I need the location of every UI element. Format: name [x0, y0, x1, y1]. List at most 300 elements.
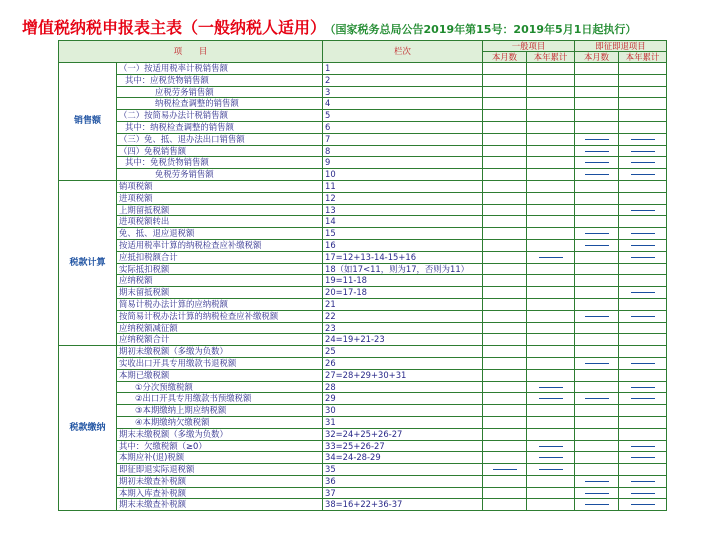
item-label: 销项税额: [117, 180, 323, 192]
item-label: ④本期缴纳欠缴税额: [117, 416, 323, 428]
item-label: 进项税额: [117, 192, 323, 204]
general-month-cell[interactable]: [483, 369, 527, 381]
item-label: ③本期缴纳上期应纳税额: [117, 405, 323, 417]
general-year-cell: [527, 464, 575, 476]
general-month-cell[interactable]: [483, 180, 527, 192]
immediate-year-cell: [619, 452, 667, 464]
general-month-cell[interactable]: [483, 239, 527, 251]
immediate-month-cell[interactable]: [575, 98, 619, 110]
table-row: [59, 287, 667, 299]
immediate-year-cell[interactable]: [619, 216, 667, 228]
table-row: [59, 381, 667, 393]
table-row: [59, 464, 667, 476]
table-row: [59, 216, 667, 228]
item-label: 简易计税办法计算的应纳税额: [117, 298, 323, 310]
immediate-year-cell: [619, 239, 667, 251]
item-label: （一）按适用税率计税销售额: [117, 63, 323, 75]
page-subtitle: （国家税务总局公告2019年第15号：2019年5月1日起执行）: [330, 23, 637, 36]
item-label: 期末未缴查补税额: [117, 499, 323, 511]
table-row: [59, 275, 667, 287]
general-year-cell: [527, 393, 575, 405]
column-number: 24=19+21-23: [323, 334, 483, 346]
general-year-cell[interactable]: [527, 98, 575, 110]
column-number: 19=11-18: [323, 275, 483, 287]
general-year-cell[interactable]: [527, 145, 575, 157]
column-number: 36: [323, 475, 483, 487]
not-applicable-dash: [631, 481, 655, 482]
general-month-cell[interactable]: [483, 121, 527, 133]
table-row: [59, 346, 667, 358]
immediate-year-cell: [619, 228, 667, 240]
not-applicable-dash: [585, 151, 609, 152]
immediate-year-cell[interactable]: [619, 192, 667, 204]
header-general: 一般项目: [483, 41, 575, 52]
general-month-cell[interactable]: [483, 287, 527, 299]
column-number: 33=25+26-27: [323, 440, 483, 452]
immediate-month-cell: [575, 133, 619, 145]
not-applicable-dash: [585, 233, 609, 234]
not-applicable-dash: [585, 363, 609, 364]
column-number: 18（如17<11，则为17，否则为11）: [323, 263, 483, 275]
table-row: [59, 416, 667, 428]
immediate-month-cell[interactable]: [575, 63, 619, 75]
immediate-month-cell[interactable]: [575, 251, 619, 263]
general-year-cell[interactable]: [527, 428, 575, 440]
column-number: 29: [323, 393, 483, 405]
general-month-cell[interactable]: [483, 74, 527, 86]
immediate-year-cell[interactable]: [619, 405, 667, 417]
item-label: 即征即退实际退税额: [117, 464, 323, 476]
immediate-year-cell: [619, 475, 667, 487]
general-year-cell[interactable]: [527, 63, 575, 75]
table-row: [59, 157, 667, 169]
general-year-cell[interactable]: [527, 475, 575, 487]
table-row: [59, 192, 667, 204]
item-label: 应税劳务销售额: [117, 86, 323, 98]
general-year-cell[interactable]: [527, 239, 575, 251]
item-label: 其中：免税货物销售额: [117, 157, 323, 169]
immediate-month-cell[interactable]: [575, 86, 619, 98]
general-year-cell[interactable]: [527, 499, 575, 511]
not-applicable-dash: [631, 233, 655, 234]
section-label: 销售额: [59, 63, 117, 181]
item-label: 按简易计税办法计算的纳税检查应补缴税额: [117, 310, 323, 322]
table-row: [59, 298, 667, 310]
general-year-cell[interactable]: [527, 298, 575, 310]
table-row: [59, 121, 667, 133]
immediate-year-cell: [619, 499, 667, 511]
general-year-cell[interactable]: [527, 405, 575, 417]
table-row: [59, 251, 667, 263]
immediate-year-cell[interactable]: [619, 98, 667, 110]
general-month-cell[interactable]: [483, 204, 527, 216]
immediate-year-cell[interactable]: [619, 180, 667, 192]
general-month-cell[interactable]: [483, 216, 527, 228]
column-number: 3: [323, 86, 483, 98]
general-month-cell[interactable]: [483, 63, 527, 75]
item-label: 实际抵扣税额: [117, 263, 323, 275]
general-year-cell[interactable]: [527, 487, 575, 499]
header-column: 栏次: [323, 41, 483, 63]
table-row: [59, 74, 667, 86]
item-label: 期初未缴税额（多缴为负数）: [117, 346, 323, 358]
general-year-cell[interactable]: [527, 169, 575, 181]
column-number: 31: [323, 416, 483, 428]
general-month-cell[interactable]: [483, 192, 527, 204]
header-immediate: 即征即退项目: [575, 41, 667, 52]
column-number: 1: [323, 63, 483, 75]
immediate-year-cell[interactable]: [619, 322, 667, 334]
header-item: 项 目: [59, 41, 323, 63]
general-month-cell[interactable]: [483, 452, 527, 464]
immediate-month-cell[interactable]: [575, 110, 619, 122]
immediate-month-cell: [575, 499, 619, 511]
not-applicable-dash: [539, 387, 563, 388]
immediate-month-cell: [575, 169, 619, 181]
not-applicable-dash: [585, 245, 609, 246]
table-row: [59, 310, 667, 322]
immediate-year-cell[interactable]: [619, 63, 667, 75]
item-label: 本期入库查补税额: [117, 487, 323, 499]
item-label: 其中：应税货物销售额: [117, 74, 323, 86]
general-month-cell[interactable]: [483, 86, 527, 98]
table-row: [59, 369, 667, 381]
immediate-month-cell[interactable]: [575, 298, 619, 310]
general-year-cell[interactable]: [527, 110, 575, 122]
general-year-cell[interactable]: [527, 180, 575, 192]
item-label: 其中：纳税检查调整的销售额: [117, 121, 323, 133]
general-month-cell[interactable]: [483, 440, 527, 452]
general-year-cell[interactable]: [527, 334, 575, 346]
general-year-cell[interactable]: [527, 416, 575, 428]
immediate-month-cell[interactable]: [575, 334, 619, 346]
item-label: （三）免、抵、退办法出口销售额: [117, 133, 323, 145]
column-number: 28: [323, 381, 483, 393]
general-year-cell[interactable]: [527, 192, 575, 204]
item-label: 进项税额转出: [117, 216, 323, 228]
item-label: 期末未缴税额（多缴为负数）: [117, 428, 323, 440]
general-month-cell[interactable]: [483, 133, 527, 145]
immediate-month-cell[interactable]: [575, 452, 619, 464]
general-month-cell[interactable]: [483, 310, 527, 322]
immediate-year-cell: [619, 169, 667, 181]
not-applicable-dash: [585, 493, 609, 494]
immediate-month-cell[interactable]: [575, 216, 619, 228]
general-year-cell[interactable]: [527, 86, 575, 98]
item-label: 免、抵、退应退税额: [117, 228, 323, 240]
general-month-cell[interactable]: [483, 169, 527, 181]
table-row: [59, 63, 667, 75]
not-applicable-dash: [631, 245, 655, 246]
general-month-cell[interactable]: [483, 157, 527, 169]
item-label: 期末留抵税额: [117, 287, 323, 299]
section-label: 税款计算: [59, 180, 117, 345]
table-row: [59, 145, 667, 157]
header-general-year: 本年累计: [527, 52, 575, 63]
not-applicable-dash: [585, 504, 609, 505]
table-row: [59, 98, 667, 110]
table-row: [59, 487, 667, 499]
immediate-year-cell: [619, 357, 667, 369]
table-row: [59, 475, 667, 487]
table-row: [59, 428, 667, 440]
general-year-cell: [527, 452, 575, 464]
immediate-month-cell[interactable]: [575, 416, 619, 428]
column-number: 14: [323, 216, 483, 228]
general-month-cell[interactable]: [483, 322, 527, 334]
immediate-month-cell[interactable]: [575, 180, 619, 192]
general-month-cell[interactable]: [483, 405, 527, 417]
general-year-cell[interactable]: [527, 74, 575, 86]
item-label: 按适用税率计算的纳税检查应补缴税额: [117, 239, 323, 251]
general-month-cell: [483, 464, 527, 476]
immediate-year-cell[interactable]: [619, 121, 667, 133]
general-month-cell[interactable]: [483, 263, 527, 275]
general-year-cell: [527, 251, 575, 263]
immediate-month-cell: [575, 145, 619, 157]
not-applicable-dash: [631, 316, 655, 317]
immediate-month-cell[interactable]: [575, 369, 619, 381]
general-year-cell[interactable]: [527, 216, 575, 228]
table-row: [59, 452, 667, 464]
item-label: （二）按简易办法计税销售额: [117, 110, 323, 122]
general-month-cell[interactable]: [483, 275, 527, 287]
general-year-cell[interactable]: [527, 133, 575, 145]
general-year-cell[interactable]: [527, 121, 575, 133]
general-month-cell[interactable]: [483, 357, 527, 369]
immediate-month-cell: [575, 157, 619, 169]
item-label: 实收出口开具专用缴款书退税额: [117, 357, 323, 369]
immediate-year-cell: [619, 487, 667, 499]
general-year-cell[interactable]: [527, 275, 575, 287]
immediate-month-cell: [575, 393, 619, 405]
general-month-cell[interactable]: [483, 145, 527, 157]
immediate-year-cell[interactable]: [619, 86, 667, 98]
table-row: [59, 239, 667, 251]
immediate-year-cell: [619, 287, 667, 299]
immediate-year-cell: [619, 440, 667, 452]
item-label: 免税劳务销售额: [117, 169, 323, 181]
immediate-year-cell: [619, 393, 667, 405]
column-number: 22: [323, 310, 483, 322]
general-year-cell[interactable]: [527, 310, 575, 322]
general-month-cell[interactable]: [483, 499, 527, 511]
table-row: [59, 110, 667, 122]
immediate-month-cell[interactable]: [575, 204, 619, 216]
immediate-year-cell[interactable]: [619, 416, 667, 428]
column-number: 17=12+13-14-15+16: [323, 251, 483, 263]
general-month-cell[interactable]: [483, 381, 527, 393]
general-year-cell[interactable]: [527, 157, 575, 169]
table-row: [59, 86, 667, 98]
immediate-year-cell[interactable]: [619, 334, 667, 346]
not-applicable-dash: [631, 292, 655, 293]
table-row: [59, 228, 667, 240]
immediate-year-cell[interactable]: [619, 428, 667, 440]
immediate-year-cell[interactable]: [619, 369, 667, 381]
not-applicable-dash: [631, 398, 655, 399]
item-label: 应纳税额减征额: [117, 322, 323, 334]
column-number: 34=24-28-29: [323, 452, 483, 464]
not-applicable-dash: [585, 162, 609, 163]
general-month-cell[interactable]: [483, 98, 527, 110]
not-applicable-dash: [631, 210, 655, 211]
not-applicable-dash: [585, 139, 609, 140]
not-applicable-dash: [631, 363, 655, 364]
column-number: 23: [323, 322, 483, 334]
header-general-month: 本月数: [483, 52, 527, 63]
immediate-month-cell: [575, 357, 619, 369]
table-row: [59, 204, 667, 216]
immediate-month-cell[interactable]: [575, 74, 619, 86]
general-month-cell[interactable]: [483, 334, 527, 346]
not-applicable-dash: [585, 481, 609, 482]
general-year-cell[interactable]: [527, 346, 575, 358]
immediate-year-cell[interactable]: [619, 346, 667, 358]
table-row: [59, 499, 667, 511]
header-immediate-month: 本月数: [575, 52, 619, 63]
column-number: 12: [323, 192, 483, 204]
not-applicable-dash: [631, 139, 655, 140]
general-month-cell[interactable]: [483, 298, 527, 310]
general-month-cell[interactable]: [483, 428, 527, 440]
not-applicable-dash: [539, 257, 563, 258]
immediate-year-cell: [619, 204, 667, 216]
immediate-month-cell[interactable]: [575, 381, 619, 393]
item-label: 应抵扣税额合计: [117, 251, 323, 263]
item-label: 上期留抵税额: [117, 204, 323, 216]
general-month-cell[interactable]: [483, 346, 527, 358]
item-label: ①分次预缴税额: [117, 381, 323, 393]
general-year-cell[interactable]: [527, 263, 575, 275]
section-label: 税款缴纳: [59, 346, 117, 511]
column-number: 37: [323, 487, 483, 499]
immediate-year-cell: [619, 381, 667, 393]
immediate-year-cell[interactable]: [619, 74, 667, 86]
immediate-month-cell: [575, 487, 619, 499]
immediate-year-cell[interactable]: [619, 464, 667, 476]
item-label: 本期已缴税额: [117, 369, 323, 381]
table-row: [59, 180, 667, 192]
not-applicable-dash: [539, 398, 563, 399]
column-number: 8: [323, 145, 483, 157]
immediate-year-cell[interactable]: [619, 263, 667, 275]
item-label: 应纳税额合计: [117, 334, 323, 346]
immediate-month-cell[interactable]: [575, 275, 619, 287]
general-year-cell: [527, 440, 575, 452]
table-body: [59, 63, 667, 511]
immediate-month-cell[interactable]: [575, 121, 619, 133]
not-applicable-dash: [631, 387, 655, 388]
item-label: 本期应补(退)税额: [117, 452, 323, 464]
column-number: 4: [323, 98, 483, 110]
column-number: 11: [323, 180, 483, 192]
general-year-cell[interactable]: [527, 322, 575, 334]
column-number: 38=16+22+36-37: [323, 499, 483, 511]
not-applicable-dash: [631, 457, 655, 458]
column-number: 5: [323, 110, 483, 122]
immediate-month-cell[interactable]: [575, 440, 619, 452]
not-applicable-dash: [631, 446, 655, 447]
immediate-month-cell[interactable]: [575, 263, 619, 275]
table-row: [59, 133, 667, 145]
general-month-cell[interactable]: [483, 393, 527, 405]
immediate-month-cell[interactable]: [575, 346, 619, 358]
not-applicable-dash: [631, 151, 655, 152]
not-applicable-dash: [631, 257, 655, 258]
immediate-year-cell: [619, 145, 667, 157]
not-applicable-dash: [631, 504, 655, 505]
general-year-cell[interactable]: [527, 228, 575, 240]
general-month-cell[interactable]: [483, 110, 527, 122]
immediate-year-cell: [619, 251, 667, 263]
table-row: [59, 263, 667, 275]
table-row: [59, 357, 667, 369]
column-number: 15: [323, 228, 483, 240]
table-row: [59, 393, 667, 405]
column-number: 13: [323, 204, 483, 216]
column-number: 6: [323, 121, 483, 133]
not-applicable-dash: [585, 398, 609, 399]
immediate-month-cell[interactable]: [575, 405, 619, 417]
column-number: 20=17-18: [323, 287, 483, 299]
not-applicable-dash: [493, 469, 517, 470]
general-year-cell[interactable]: [527, 357, 575, 369]
tax-return-table: [58, 40, 667, 511]
immediate-month-cell[interactable]: [575, 322, 619, 334]
column-number: 30: [323, 405, 483, 417]
immediate-month-cell[interactable]: [575, 287, 619, 299]
immediate-month-cell: [575, 239, 619, 251]
column-number: 7: [323, 133, 483, 145]
immediate-year-cell[interactable]: [619, 110, 667, 122]
table-row: [59, 440, 667, 452]
immediate-month-cell: [575, 228, 619, 240]
immediate-month-cell: [575, 475, 619, 487]
immediate-year-cell[interactable]: [619, 298, 667, 310]
table-row: [59, 405, 667, 417]
general-year-cell[interactable]: [527, 287, 575, 299]
column-number: 35: [323, 464, 483, 476]
immediate-month-cell[interactable]: [575, 428, 619, 440]
table-row: [59, 322, 667, 334]
immediate-month-cell[interactable]: [575, 192, 619, 204]
immediate-year-cell: [619, 133, 667, 145]
immediate-year-cell: [619, 310, 667, 322]
general-year-cell[interactable]: [527, 204, 575, 216]
general-month-cell[interactable]: [483, 475, 527, 487]
table-row: [59, 334, 667, 346]
column-number: 25: [323, 346, 483, 358]
immediate-month-cell[interactable]: [575, 464, 619, 476]
not-applicable-dash: [585, 316, 609, 317]
column-number: 32=24+25+26-27: [323, 428, 483, 440]
not-applicable-dash: [585, 174, 609, 175]
not-applicable-dash: [539, 446, 563, 447]
immediate-month-cell: [575, 310, 619, 322]
general-month-cell[interactable]: [483, 228, 527, 240]
item-label: 期初未缴查补税额: [117, 475, 323, 487]
general-month-cell[interactable]: [483, 416, 527, 428]
general-month-cell[interactable]: [483, 487, 527, 499]
general-year-cell[interactable]: [527, 369, 575, 381]
item-label: ②出口开具专用缴款书预缴税额: [117, 393, 323, 405]
not-applicable-dash: [539, 469, 563, 470]
general-month-cell[interactable]: [483, 251, 527, 263]
column-number: 9: [323, 157, 483, 169]
page-title: 增值税纳税申报表主表（一般纳税人适用）: [22, 18, 327, 37]
immediate-year-cell[interactable]: [619, 275, 667, 287]
